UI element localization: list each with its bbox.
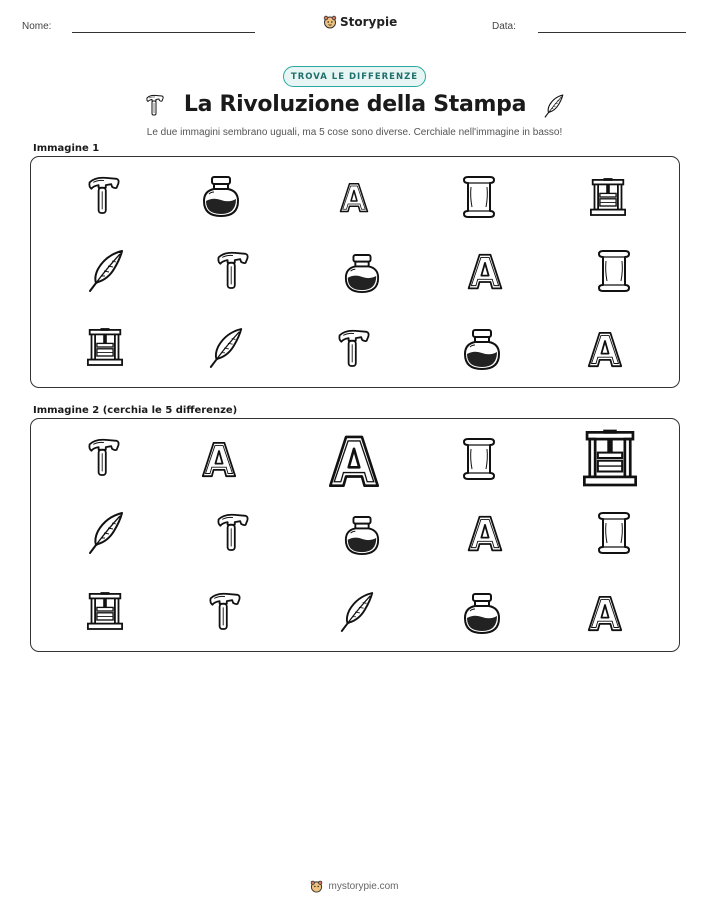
name-label: Nome: [22, 21, 52, 32]
storypie-mascot-icon [323, 15, 337, 29]
letter-a-icon[interactable] [587, 593, 623, 635]
hammer-icon [336, 325, 372, 371]
quill-icon [543, 93, 565, 119]
panel2-label: Immagine 2 (cerchia le 5 differenze) [33, 405, 238, 416]
storypie-mascot-icon [310, 880, 323, 893]
hammer-icon [86, 173, 122, 217]
quill-icon [207, 325, 245, 371]
quill-icon [86, 248, 126, 294]
ink-bottle-icon [201, 175, 241, 219]
letter-a-icon[interactable] [201, 439, 237, 481]
name-line[interactable] [72, 32, 255, 33]
printing-press-icon [87, 325, 123, 369]
letter-a-icon[interactable] [327, 433, 381, 491]
letter-a-icon[interactable] [466, 514, 504, 554]
printing-press-icon [590, 175, 626, 219]
hammer-icon [145, 92, 165, 118]
image-2-panel[interactable] [30, 418, 680, 652]
hammer-icon[interactable] [86, 435, 122, 479]
hammer-icon[interactable] [215, 510, 251, 554]
ink-bottle-icon [343, 252, 381, 296]
quill-icon[interactable] [86, 510, 126, 556]
letter-a-icon [339, 179, 369, 217]
footer-site-link[interactable]: mystorypie.com [328, 881, 399, 892]
image-1-panel [30, 156, 680, 388]
scroll-icon [593, 246, 633, 296]
instructions: Le due immagini sembrano uguali, ma 5 cose sono diverse. Cerchiale nell'immagine in basso! [146, 127, 563, 138]
hammer-icon[interactable] [207, 589, 243, 633]
panel1-label: Immagine 1 [33, 143, 100, 154]
ink-bottle-icon [462, 327, 502, 373]
letter-a-icon [587, 329, 623, 371]
hammer-icon [215, 248, 251, 292]
scroll-icon [458, 173, 498, 221]
ink-bottle-icon[interactable] [462, 591, 502, 637]
date-line[interactable] [538, 32, 686, 33]
printing-press-icon[interactable] [87, 589, 123, 633]
quill-icon[interactable] [338, 589, 376, 635]
scroll-icon[interactable] [593, 508, 633, 558]
scroll-icon[interactable] [458, 435, 498, 483]
date-label: Data: [492, 21, 516, 32]
activity-badge: TROVA LE DIFFERENZE [283, 66, 426, 87]
page-title: La Rivoluzione della Stampa [183, 92, 527, 117]
brand-logo [323, 15, 397, 29]
printing-press-icon[interactable] [583, 427, 637, 489]
brand-name: Storypie [340, 15, 398, 29]
letter-a-icon [466, 252, 504, 292]
ink-bottle-icon[interactable] [343, 514, 381, 558]
footer [0, 880, 709, 893]
